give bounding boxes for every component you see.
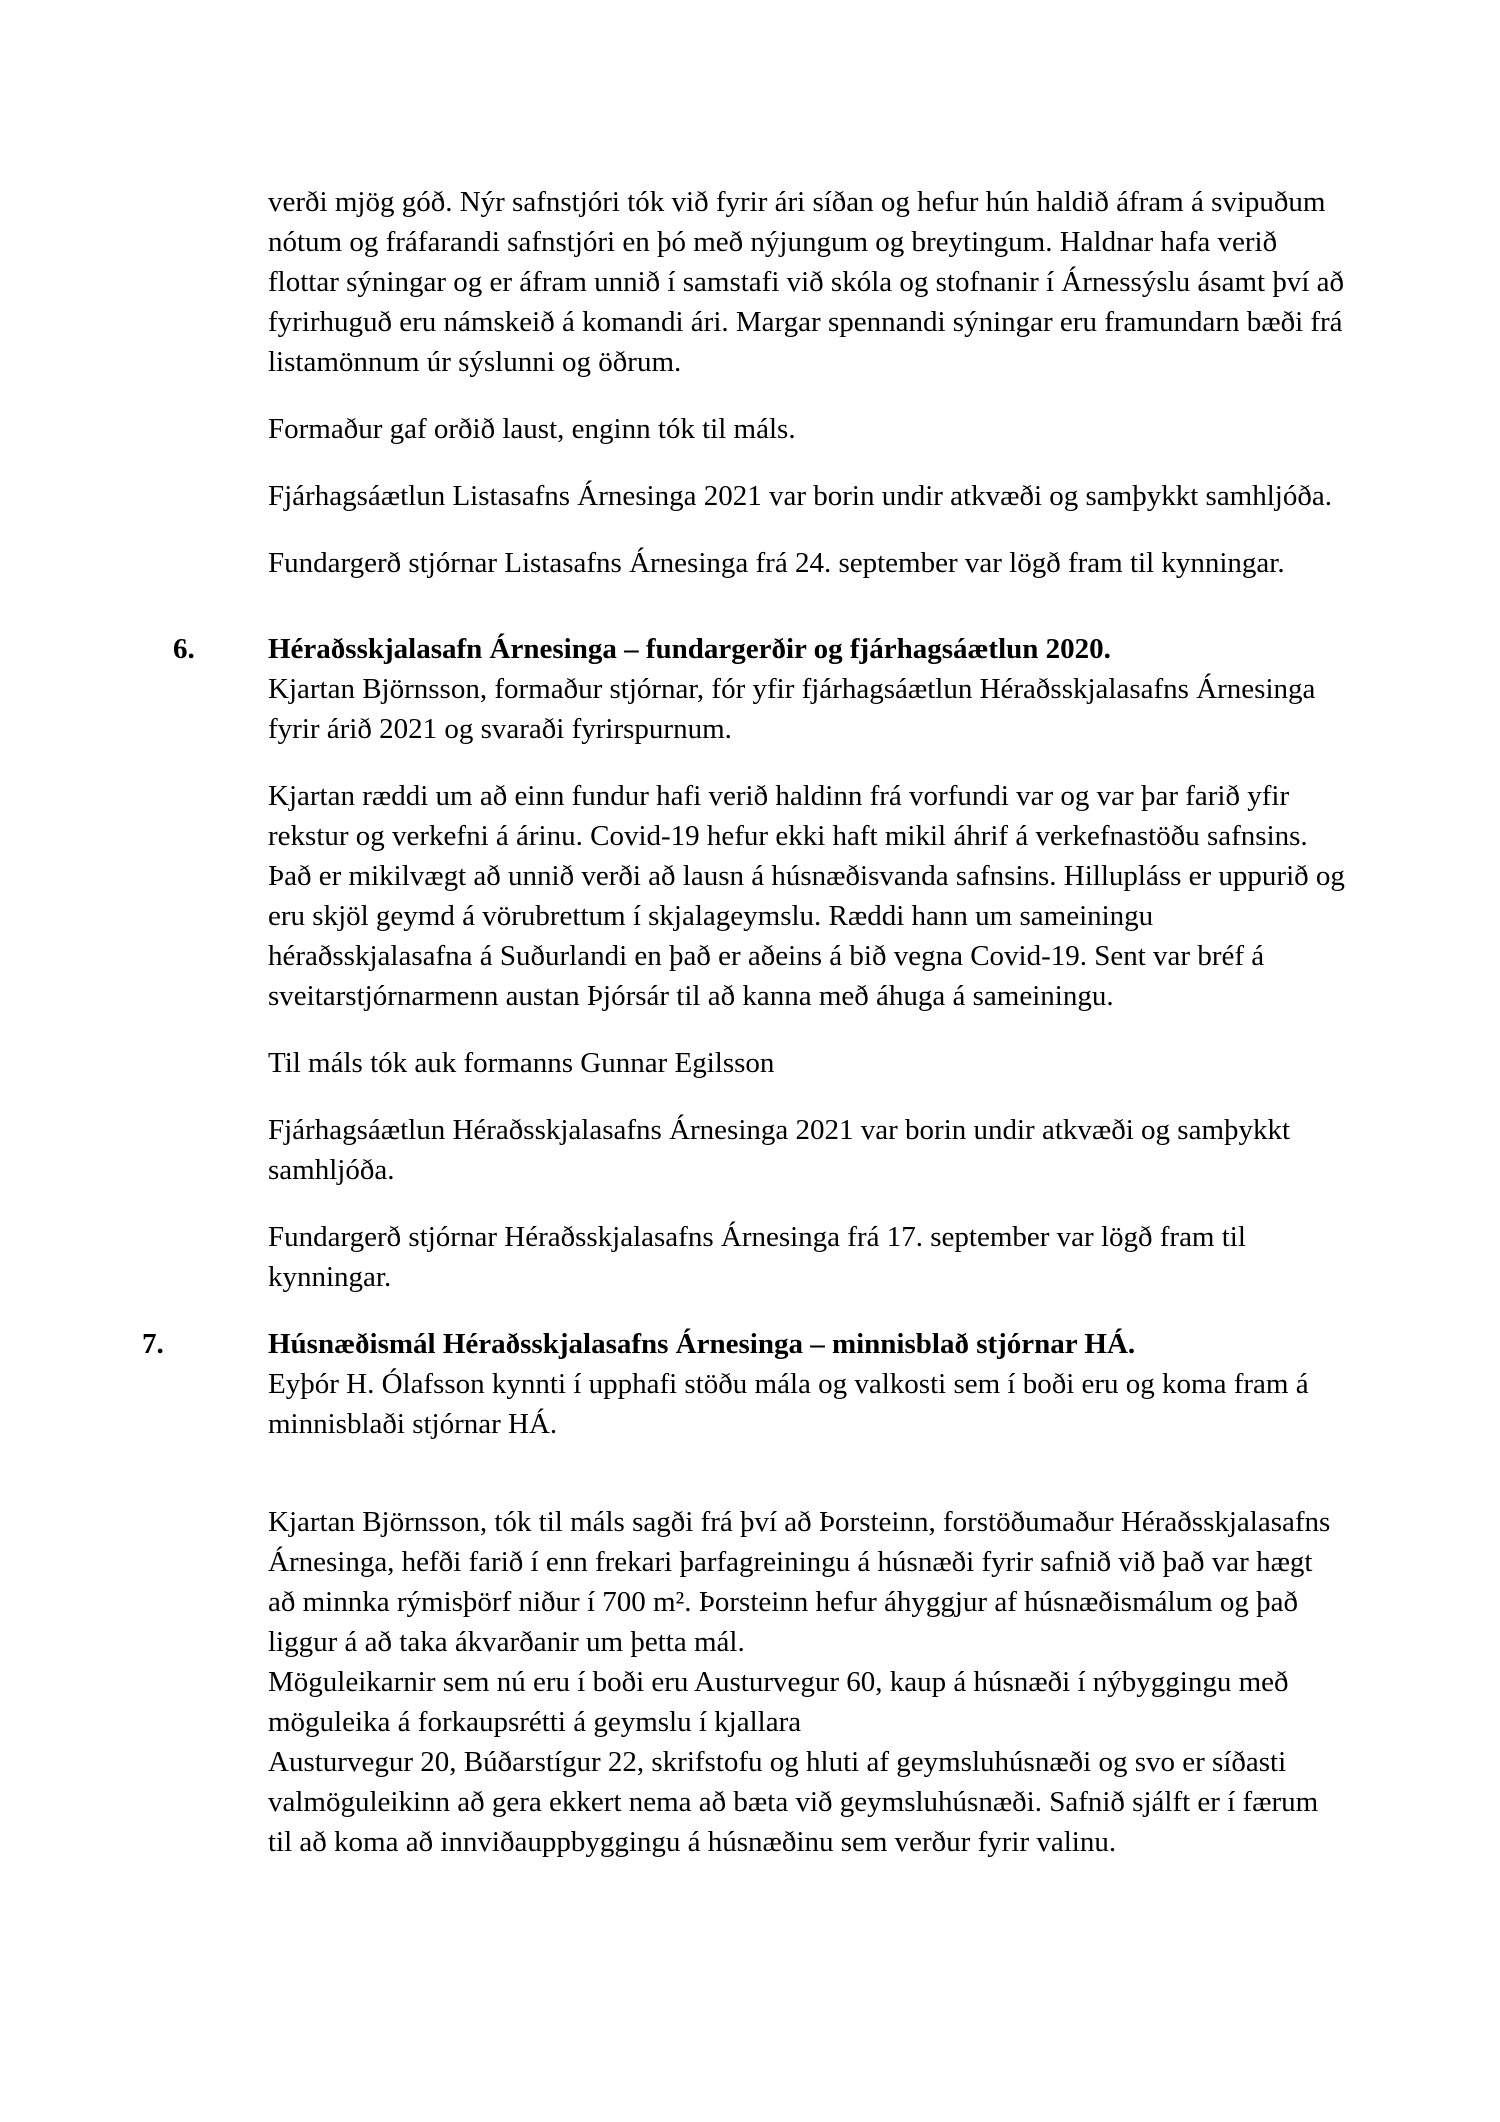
paragraph-formadur: Formaður gaf orðið laust, enginn tók til máls. <box>268 413 796 445</box>
item-6-title: Héraðsskjalasafn Árnesinga – fundargerðir og fjárhagsáætlun 2020. <box>268 633 1111 665</box>
item-6-paragraph-vote: Fjárhagsáætlun Héraðsskjalasafns Árnesinga 2021 var borin undir atkvæði og samþykkt samhljóða. <box>268 1114 1298 1186</box>
continued-paragraph: verði mjög góð. Nýr safnstjóri tók við fyrir ári síðan og hefur hún haldið áfram á svipuðum nótum og fráfarandi safnstjóri en þó með nýjungum og breytingum. Haldnar hafa verið flottar sýningar og er áfram unnið í samstafi við skóla og stofnanir í Árnessýslu ásamt því að fyrirhuguð eru námskeið á komandi ári. Margar spennandi sýningar eru framundarn bæði frá listamönnum úr sýslunni og öðrum. <box>268 186 1352 378</box>
item-6-number: 6. <box>173 633 195 665</box>
item-6-paragraph-speakers: Til máls tók auk formanns Gunnar Egilsson <box>268 1047 775 1079</box>
item-7-number: 7. <box>142 1328 164 1360</box>
item-7-title: Húsnæðismál Héraðsskjalasafns Árnesinga – minnisblað stjórnar HÁ. <box>268 1328 1136 1360</box>
item-7-paragraph-options-1: Möguleikarnir sem nú eru í boði eru Austurvegur 60, kaup á húsnæði í nýbyggingu með möguleika á forkaupsrétti á geymslu í kjallara <box>268 1666 1296 1738</box>
paragraph-fundargerd-listasafns: Fundargerð stjórnar Listasafns Árnesinga frá 24. september var lögð fram til kynningar. <box>268 547 1285 579</box>
item-6-paragraph-discussion: Kjartan ræddi um að einn fundur hafi verið haldinn frá vorfundi var og var þar farið yfir rekstur og verkefni á árinu. Covid-19 hefur ekki haft mikil áhrif á verkefnastöðu safnsins. Það er mikilvægt að unnið verði að lausn á húsnæðisvanda safnsins. Hillupláss er uppurið og eru skjöl geymd á vörubrettum í skjalageymslu. Ræddi hann um sameiningu héraðsskjalasafna á Suðurlandi en það er aðeins á bið vegna Covid-19. Sent var bréf á sveitarstjórnarmenn austan Þjórsár til að kanna með áhuga á sameiningu. <box>268 780 1353 1012</box>
item-7-paragraph-options-2: Austurvegur 20, Búðarstígur 22, skrifstofu og hluti af geymsluhúsnæði og svo er síðasti valmöguleikinn að gera ekkert nema að bæta við geymsluhúsnæði. Safnið sjálft er í færum til að koma að innviðauppbyggingu á húsnæðinu sem verður fyrir valinu. <box>268 1746 1326 1858</box>
item-7-paragraph-discussion: Kjartan Björnsson, tók til máls sagði frá því að Þorsteinn, forstöðumaður Héraðsskjalasafns Árnesinga, hefði farið í enn frekari þarfagreiningu á húsnæði fyrir safnið við það var hægt að minnka rýmisþörf niður í 700 m². Þorsteinn hefur áhyggjur af húsnæðismálum og það liggur á að taka ákvarðanir um þetta mál. <box>268 1506 1338 1658</box>
agenda-item-6 <box>173 629 1353 1297</box>
agenda-item-7 <box>142 1324 1346 1862</box>
item-6-paragraph-fundargerd: Fundargerð stjórnar Héraðsskjalasafns Árnesinga frá 17. september var lögð fram til kynningar. <box>268 1221 1254 1293</box>
paragraph-fjarhagsaaetlun-listasafns: Fjárhagsáætlun Listasafns Árnesinga 2021 var borin undir atkvæði og samþykkt samhljóða. <box>268 480 1332 512</box>
item-7-paragraph-intro: Eyþór H. Ólafsson kynnti í upphafi stöðu mála og valkosti sem í boði eru og koma fram á minnisblaði stjórnar HÁ. <box>268 1368 1316 1440</box>
item-6-paragraph-intro: Kjartan Björnsson, formaður stjórnar, fór yfir fjárhagsáætlun Héraðsskjalasafns Árnesinga fyrir árið 2021 og svaraði fyrirspurnum. <box>268 673 1330 745</box>
document-content <box>142 182 1353 1862</box>
